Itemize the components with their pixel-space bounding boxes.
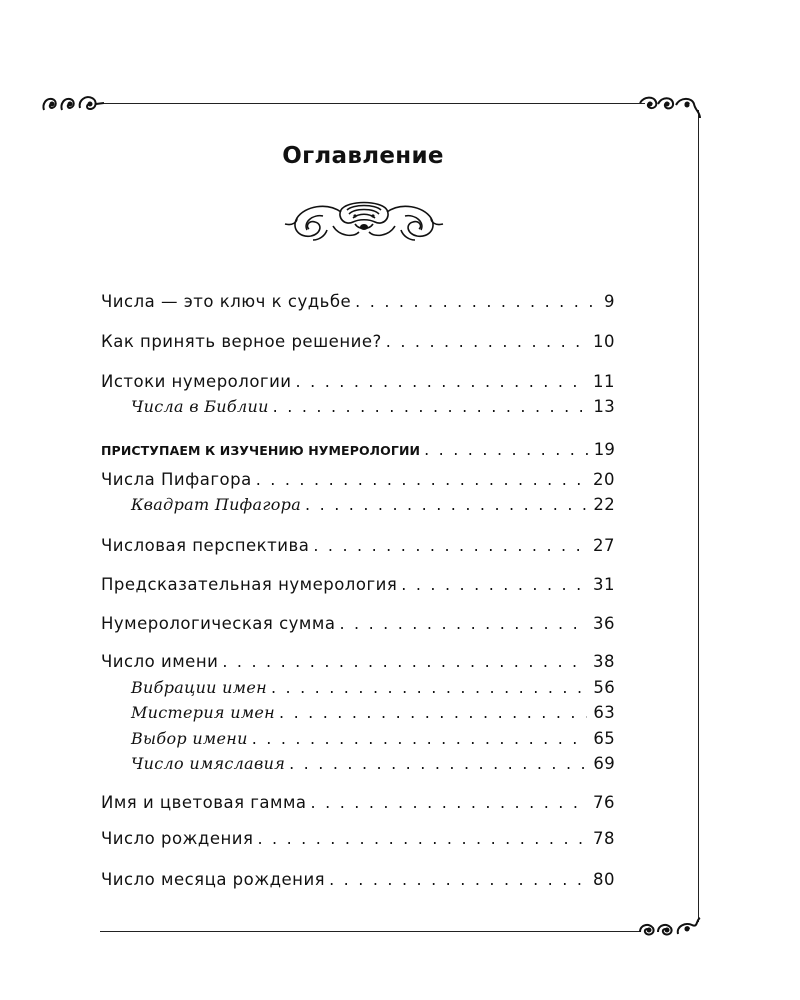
dot-leader [296,372,587,391]
toc-entry[interactable] [101,575,615,599]
toc-entry[interactable] [101,829,615,853]
toc-subentry[interactable] [131,678,615,702]
frame-bottom-rule [100,931,640,932]
toc-entry-title: Число месяца рождения [101,870,326,889]
dot-leader [256,470,587,489]
toc-entry-page: 69 [593,754,615,773]
toc-entry-page: 9 [604,292,615,311]
dot-leader [355,292,598,311]
toc-entry[interactable] [101,536,615,560]
toc-entry-page: 36 [593,614,615,633]
toc-subentry[interactable] [131,703,615,727]
dot-leader [339,614,587,633]
toc-entry-page: 80 [593,870,615,889]
dot-leader [313,536,587,555]
toc-entry-page: 63 [593,703,615,722]
toc-entry[interactable] [101,870,615,894]
toc-entry-title: Число имяславия [131,754,286,773]
dot-leader [311,793,587,812]
toc-entry-page: 38 [593,652,615,671]
dot-leader [289,754,587,773]
toc-entry-title: Как принять верное решение? [101,332,382,351]
frame-top-rule [100,103,645,104]
toc-entry-title: Мистерия имен [131,703,275,722]
corner-ornament-bottom-right [636,916,704,942]
toc-entry-title: Число рождения [101,829,254,848]
toc-entry-page: 56 [593,678,615,697]
toc-entry-title: Предсказательная нумерология [101,575,398,594]
toc-entry-title: Числа в Библии [131,397,269,416]
dot-leader [279,703,587,722]
toc-entry[interactable] [101,332,615,356]
toc-entry-page: 78 [593,829,615,848]
dot-leader [252,729,588,748]
toc-entry-title: Истоки нумерологии [101,372,292,391]
page-title: Оглавление [282,143,444,169]
toc-entry-page: 13 [593,397,615,416]
toc-entry-title: Вибрации имен [131,678,267,697]
toc-subentry[interactable] [131,754,615,778]
toc-subentry[interactable] [131,729,615,753]
toc-entry-page: 31 [593,575,615,594]
toc-entry[interactable] [101,372,615,396]
toc-entry-page: 19 [593,440,615,459]
toc-entry-title: Нумерологическая сумма [101,614,336,633]
dot-leader [305,495,587,514]
toc-entry-title: ПРИСТУПАЕМ К ИЗУЧЕНИЮ НУМЕРОЛОГИИ [101,443,421,458]
toc-entry-title: Имя и цветовая гамма [101,793,307,812]
decorative-vignette-icon [283,196,445,246]
dot-leader [222,652,587,671]
toc-section-heading[interactable] [101,440,615,464]
dot-leader [271,678,587,697]
toc-entry-title: Числа — это ключ к судьбе [101,292,352,311]
toc-subentry[interactable] [131,495,615,519]
toc-entry-title: Числа Пифагора [101,470,252,489]
frame-right-rule [698,110,699,922]
dot-leader [257,829,587,848]
toc-entry-page: 22 [593,495,615,514]
corner-ornament-top-left [40,92,104,116]
dot-leader [329,870,587,889]
corner-ornament-top-right [638,92,704,120]
toc-entry-page: 20 [593,470,615,489]
dot-leader [424,440,588,459]
toc-entry[interactable] [101,292,615,316]
dot-leader [273,397,588,416]
toc-entry-page: 11 [593,372,615,391]
toc-entry-page: 65 [593,729,615,748]
toc-entry-title: Число имени [101,652,219,671]
toc-entry-title: Выбор имени [131,729,248,748]
toc-entry[interactable] [101,614,615,638]
toc-subentry[interactable] [131,397,615,421]
toc-entry-title: Числовая перспектива [101,536,310,555]
dot-leader [401,575,587,594]
toc-entry[interactable] [101,470,615,494]
toc-entry-page: 76 [593,793,615,812]
toc-entry-page: 10 [593,332,615,351]
toc-entry[interactable] [101,652,615,676]
dot-leader [386,332,587,351]
toc-entry[interactable] [101,793,615,817]
toc-entry-title: Квадрат Пифагора [131,495,302,514]
toc-entry-page: 27 [593,536,615,555]
